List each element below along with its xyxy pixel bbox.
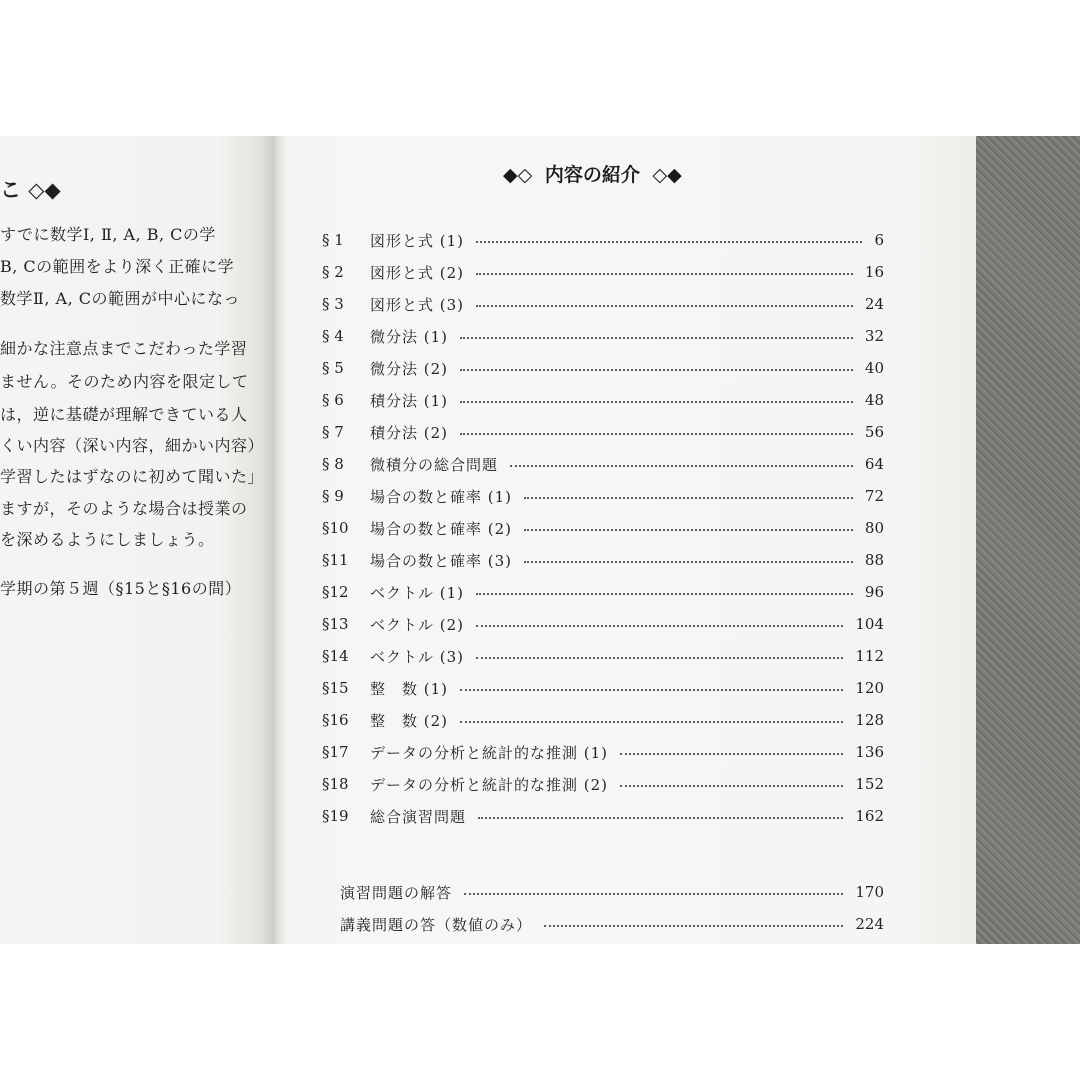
toc-page-number: 72 [864,487,884,505]
toc-page-number: 120 [855,679,884,697]
toc-section-number: § 5 [322,359,344,377]
toc-page-number: 48 [864,391,884,409]
toc-entry [322,644,884,668]
toc-section-number: § 8 [322,455,344,473]
leader-dots [478,817,843,819]
toc-page-number: 136 [855,743,884,761]
toc-section-number: § 1 [322,231,344,249]
toc-entry [322,388,884,412]
toc-page-number: 64 [864,455,884,473]
title-left-mark: ◆◇ [503,164,533,186]
toc-page-number: 56 [864,423,884,441]
toc-entry [322,708,884,732]
background-surface [976,136,1080,944]
toc-page-number: 152 [855,775,884,793]
toc-entry-title: 積分法 (1) [370,391,449,410]
left-page-line: B, Cの範囲をより深く正確に学 [0,257,235,276]
toc-page-number: 16 [864,263,884,281]
left-page-line: 数学Ⅱ, A, Cの範囲が中心になっ [0,289,241,308]
leader-dots [476,625,843,627]
leader-dots [460,337,853,339]
left-page-line: は，逆に基礎が理解できている人 [0,405,248,424]
leader-dots [510,465,853,467]
left-page-line: 学習したはずなのに初めて聞いた」 [0,467,265,486]
toc-page-number: 104 [855,615,884,633]
toc-section-number: §11 [322,551,349,569]
book-gutter [272,136,286,944]
title-text: 内容の紹介 [544,164,640,186]
toc-section-number: §18 [322,775,349,793]
toc-entry-title: 総合演習問題 [370,807,467,826]
toc-entry-title: データの分析と統計的な推測 (1) [370,743,609,762]
leader-dots [460,401,853,403]
toc-entry [322,676,884,700]
toc-entry-title: 微積分の総合問題 [370,455,499,474]
toc-section-number: §15 [322,679,349,697]
toc-entry [322,324,884,348]
leader-dots [460,433,853,435]
leader-dots [476,273,853,275]
toc-page-number: 32 [864,327,884,345]
toc-entry [322,228,884,252]
toc-page-number: 170 [855,883,884,901]
toc-section-number: § 6 [322,391,344,409]
toc-page-number: 80 [864,519,884,537]
toc-entry [322,804,884,828]
leader-dots [524,529,853,531]
leader-dots [460,689,843,691]
toc-entry [322,580,884,604]
toc-entry [322,516,884,540]
title-right-mark: ◇◆ [652,164,682,186]
toc-section-number: §17 [322,743,349,761]
toc-entry [322,260,884,284]
toc-section-number: §10 [322,519,349,537]
toc-entry-title: 整 数 (1) [370,679,449,698]
toc-entry-title: 積分法 (2) [370,423,449,442]
toc-entry [322,292,884,316]
toc-entry-title: 整 数 (2) [370,711,449,730]
toc-entry-title: 図形と式 (2) [370,263,465,282]
toc-entry [322,356,884,380]
left-page [0,136,272,944]
left-page-line: 細かな注意点までこだわった学習 [0,339,248,358]
toc-section-number: §19 [322,807,349,825]
toc-entry [322,740,884,764]
left-page-line: ますが，そのような場合は授業の [0,499,248,518]
toc-page-number: 224 [855,915,884,933]
toc-section-number: §13 [322,615,349,633]
leader-dots [524,561,853,563]
toc-section-number: §12 [322,583,349,601]
leader-dots [524,497,853,499]
toc-page-number: 162 [855,807,884,825]
toc-entry-title: 場合の数と確率 (2) [370,519,513,538]
leader-dots [464,893,843,895]
toc-entry-title: ベクトル (1) [370,583,465,602]
toc-entry [322,484,884,508]
toc-page-number: 24 [864,295,884,313]
leader-dots [544,925,843,927]
toc-section-number: § 2 [322,263,344,281]
toc-page-number: 40 [864,359,884,377]
leader-dots [476,657,843,659]
toc-page-number: 6 [874,231,884,249]
toc-section-number: § 3 [322,295,344,313]
toc-page-number: 128 [855,711,884,729]
toc-section-number: §16 [322,711,349,729]
book-spread [0,136,1080,944]
toc-entry [322,772,884,796]
toc-entry-title: 講義問題の答（数値のみ） [340,915,533,934]
toc-entry-title: 場合の数と確率 (3) [370,551,513,570]
left-page-line: くい内容（深い内容，細かい内容） [0,436,265,455]
leader-dots [460,369,853,371]
toc-entry-title: 図形と式 (1) [370,231,465,250]
left-page-line: を深めるようにしましょう。 [0,530,215,549]
left-page-line: すでに数学Ⅰ, Ⅱ, A, B, Cの学 [0,225,216,244]
leader-dots [476,305,853,307]
toc-entry-title: 微分法 (2) [370,359,449,378]
leader-dots [620,753,843,755]
toc-entry-title: 場合の数と確率 (1) [370,487,513,506]
toc-entry-title: ベクトル (3) [370,647,465,666]
toc-page-number: 112 [855,647,884,665]
toc-section-number: §14 [322,647,349,665]
toc-entry-title: データの分析と統計的な推測 (2) [370,775,609,794]
leader-dots [476,241,862,243]
left-page-heading: こ ◇◆ [0,177,61,202]
left-page-line: ません。そのため内容を限定して [0,372,249,391]
toc-entry [322,548,884,572]
toc-entry-title: 微分法 (1) [370,327,449,346]
toc-section-number: § 7 [322,423,344,441]
toc-entry [322,452,884,476]
toc-page-number: 88 [864,551,884,569]
toc-page-number: 96 [864,583,884,601]
toc-entry [322,420,884,444]
leader-dots [476,593,853,595]
toc-section-number: § 9 [322,487,344,505]
toc-appendix-entry [340,880,884,904]
toc-entry-title: 演習問題の解答 [340,883,453,902]
toc-entry-title: 図形と式 (3) [370,295,465,314]
toc-entry [322,612,884,636]
toc-section-number: § 4 [322,327,344,345]
toc-title [500,160,685,187]
toc-entry-title: ベクトル (2) [370,615,465,634]
leader-dots [620,785,843,787]
toc-appendix-entry [340,912,884,936]
left-page-line: 学期の第５週（§15と§16の間） [0,579,242,598]
leader-dots [460,721,843,723]
